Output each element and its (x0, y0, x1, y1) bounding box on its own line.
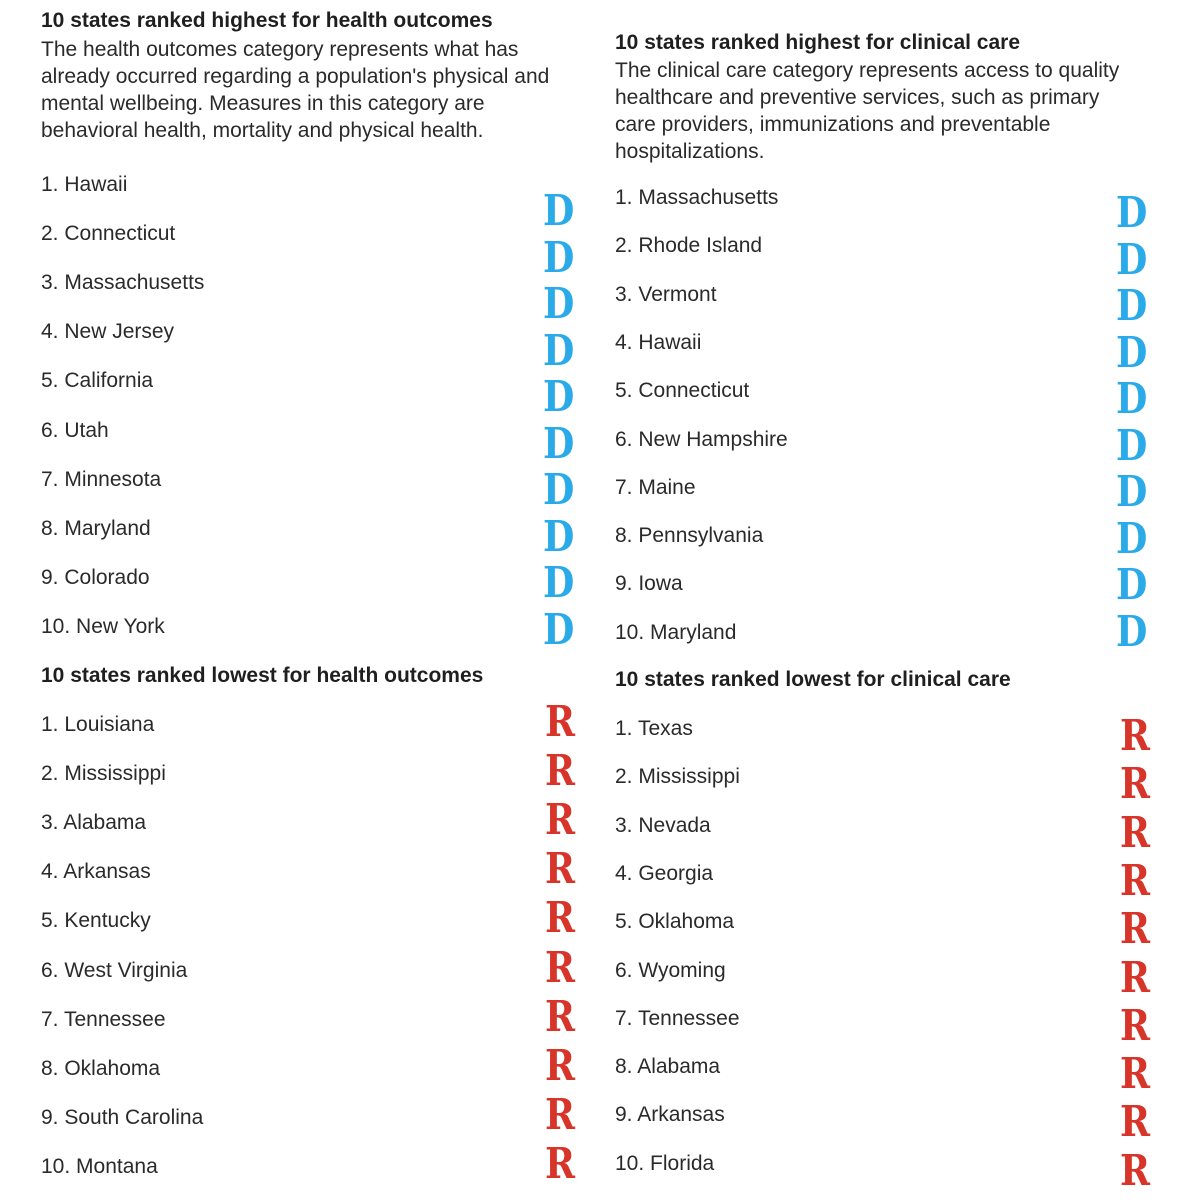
democrat-d-mark: D (543, 325, 575, 375)
republican-r-mark: R (1120, 711, 1151, 760)
list-item: 3. Alabama (41, 811, 147, 835)
left-bottom-heading: 10 states ranked lowest for health outcomes (41, 664, 484, 687)
republican-r-mark: R (1120, 1145, 1151, 1195)
list-item: 5. Kentucky (41, 909, 151, 933)
republican-r-mark: R (545, 844, 576, 894)
republican-r-mark: R (1120, 807, 1151, 857)
list-item: 7. Maine (615, 475, 696, 499)
list-item: 4. Georgia (615, 861, 714, 885)
republican-r-mark: R (545, 1089, 576, 1139)
list-item: 6. Wyoming (615, 958, 726, 982)
republican-r-mark: R (545, 893, 576, 943)
list-item: 5. California (41, 369, 154, 393)
democrat-d-mark: D (1116, 327, 1148, 377)
republican-r-mark: R (1120, 1000, 1151, 1050)
list-item: 10. Florida (615, 1151, 715, 1175)
list-item: 6. West Virginia (41, 958, 188, 982)
list-item: 10. New York (41, 614, 165, 638)
democrat-d-mark: D (543, 511, 575, 561)
list-item: 5. Connecticut (615, 379, 750, 403)
democrat-d-mark: D (543, 186, 575, 235)
list-item: 3. Vermont (615, 282, 717, 306)
list-item: 6. New Hampshire (615, 427, 788, 451)
list-item: 4. Arkansas (41, 860, 151, 884)
republican-r-mark: R (1120, 1097, 1151, 1147)
democrat-d-mark: D (1116, 234, 1148, 284)
list-item: 3. Massachusetts (41, 271, 205, 295)
list-item: 9. Colorado (41, 565, 150, 589)
republican-r-mark: R (545, 991, 576, 1041)
list-item: 1. Texas (615, 717, 693, 740)
democrat-d-mark: D (1116, 374, 1148, 423)
democrat-d-mark: D (543, 372, 575, 421)
democrat-d-mark: D (1116, 606, 1148, 656)
democrat-d-mark: D (543, 465, 575, 514)
list-item: 7. Tennessee (41, 1007, 166, 1031)
list-item: 2. Mississippi (41, 762, 166, 786)
republican-r-mark: R (545, 1040, 576, 1090)
democrat-d-mark: D (1116, 467, 1148, 516)
right-bottom-heading: 10 states ranked lowest for clinical care (615, 668, 1011, 691)
democrat-d-mark: D (1116, 560, 1148, 609)
democrat-d-mark: D (1116, 281, 1148, 330)
list-item: 7. Minnesota (41, 467, 162, 491)
democrat-d-mark: D (543, 232, 575, 282)
right-description: The clinical care category represents access to quality healthcare and preventive services, such as primary care providers, immunizations and preventable hospitalizations. (615, 59, 1120, 163)
list-item: 1. Hawaii (41, 173, 128, 196)
list-item: 2. Connecticut (41, 222, 176, 246)
list-item: 2. Mississippi (615, 765, 740, 789)
list-item: 2. Rhode Island (615, 234, 763, 258)
list-item: 3. Nevada (615, 813, 711, 837)
left-top-heading: 10 states ranked highest for health outcomes (41, 9, 493, 32)
republican-r-mark: R (545, 697, 576, 746)
democrat-d-mark: D (543, 279, 575, 328)
republican-r-mark: R (1120, 1049, 1151, 1099)
republican-r-mark: R (545, 795, 576, 845)
democrat-d-mark: D (1116, 188, 1148, 237)
list-item: 4. Hawaii (615, 330, 702, 354)
democrat-d-mark: D (543, 604, 575, 654)
list-item: 10. Maryland (615, 620, 737, 644)
list-item: 8. Pennsylvania (615, 524, 764, 548)
democrat-d-mark: D (543, 558, 575, 607)
republican-r-mark: R (1120, 904, 1151, 954)
list-item: 10. Montana (41, 1154, 158, 1178)
list-item: 9. Arkansas (615, 1103, 725, 1127)
republican-r-mark: R (1120, 855, 1151, 905)
democrat-d-mark: D (1116, 420, 1148, 470)
list-item: 5. Oklahoma (615, 910, 735, 934)
list-item: 8. Maryland (41, 516, 151, 540)
right-top-heading: 10 states ranked highest for clinical care (615, 31, 1021, 54)
republican-r-mark: R (1120, 952, 1151, 1002)
list-item: 9. Iowa (615, 572, 683, 596)
list-item: 9. South Carolina (41, 1105, 204, 1129)
left-description: The health outcomes category represents what has already occurred regarding a population's physical and mental wellbeing. Measures in this category are behavioral health, mortality and physical health. (41, 38, 550, 142)
republican-r-mark: R (545, 1138, 576, 1188)
list-item: 1. Massachusetts (615, 186, 779, 209)
list-item: 7. Tennessee (615, 1006, 740, 1030)
list-item: 4. New Jersey (41, 320, 175, 344)
list-item: 8. Alabama (615, 1055, 721, 1079)
republican-r-mark: R (545, 746, 576, 796)
democrat-d-mark: D (543, 418, 575, 468)
list-item: 1. Louisiana (41, 713, 155, 736)
list-item: 6. Utah (41, 418, 109, 442)
republican-r-mark: R (1120, 759, 1151, 809)
republican-r-mark: R (545, 942, 576, 992)
democrat-d-mark: D (1116, 513, 1148, 563)
list-item: 8. Oklahoma (41, 1056, 161, 1080)
